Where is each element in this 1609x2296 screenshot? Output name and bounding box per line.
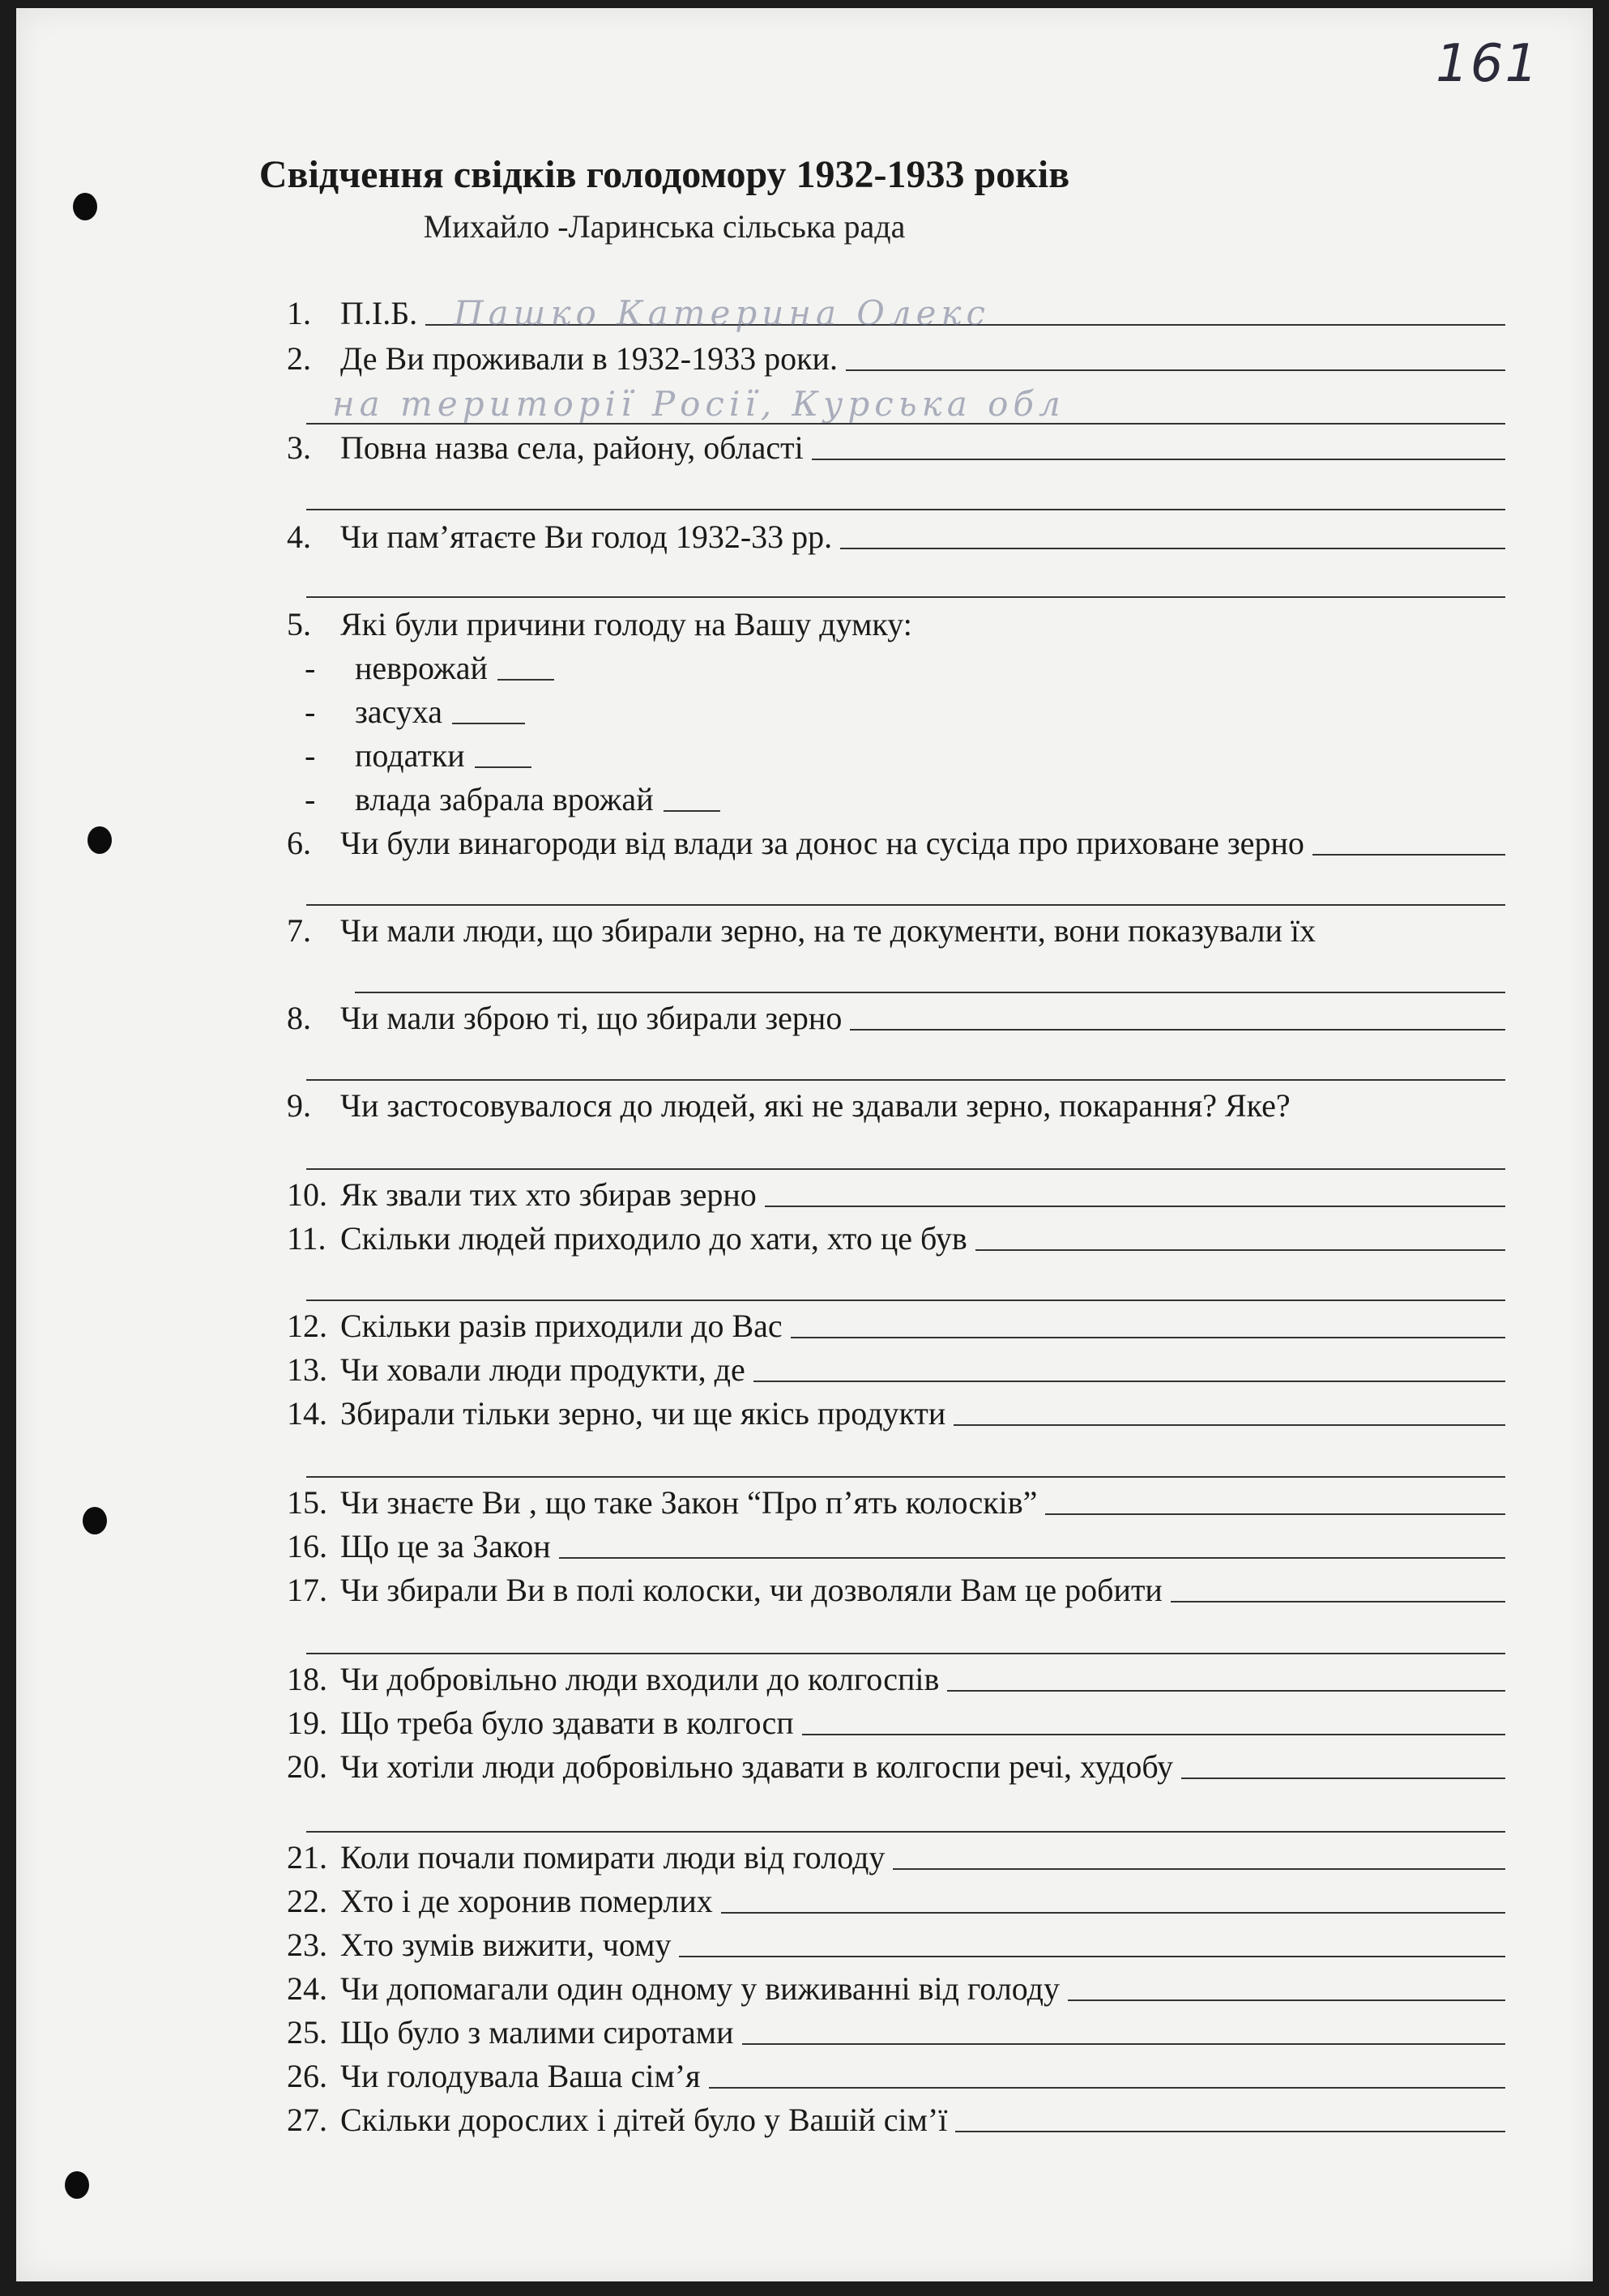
answer-line[interactable] bbox=[947, 1682, 1505, 1692]
question-text: Чи збирали Ви в полі колоски, чи дозволяли Вам це робити bbox=[340, 1572, 1163, 1608]
punch-hole bbox=[87, 826, 112, 854]
answer-line[interactable] bbox=[742, 2035, 1506, 2045]
answer-line[interactable] bbox=[721, 1904, 1505, 1914]
question-text: Чи мали люди, що збирали зерно, на те документи, вони показували їх bbox=[340, 912, 1317, 949]
punch-hole bbox=[83, 1507, 107, 1534]
answer-line[interactable] bbox=[753, 1372, 1505, 1382]
question-text: Що це за Закон bbox=[340, 1528, 551, 1564]
punch-hole bbox=[65, 2171, 89, 2199]
question-number: 5. bbox=[287, 606, 311, 642]
answer-line[interactable] bbox=[802, 1726, 1505, 1735]
question-text: Що було з малими сиротами bbox=[340, 2014, 734, 2051]
answer-line[interactable] bbox=[679, 1948, 1505, 1957]
question-number: 8. bbox=[287, 1000, 311, 1036]
question-number: 6. bbox=[287, 825, 311, 861]
question-number: 12. bbox=[287, 1308, 327, 1344]
question-text: Чи пам’ятаєте Ви голод 1932-33 рр. bbox=[340, 519, 833, 555]
question-text: Хто і де хоронив померлих bbox=[340, 1883, 713, 1919]
question-number: 18. bbox=[287, 1661, 327, 1697]
question-text: Як звали тих хто збирав зерно bbox=[340, 1176, 757, 1213]
page-number: 161 bbox=[1436, 34, 1540, 94]
answer-line[interactable] bbox=[1171, 1593, 1505, 1603]
question-text: Чи голодувала Ваша сім’я bbox=[340, 2058, 701, 2094]
answer-line[interactable] bbox=[846, 361, 1505, 371]
question-15 bbox=[287, 1478, 1505, 1521]
answer-line[interactable] bbox=[709, 2079, 1505, 2089]
answer-line[interactable] bbox=[497, 671, 554, 681]
question-number: 1. bbox=[287, 295, 311, 331]
question-text: Чи допомагали один одному у виживанні від голоду bbox=[340, 1970, 1061, 2007]
question-text: Коли почали помирати люди від голоду bbox=[340, 1839, 886, 1876]
answer-line[interactable] bbox=[812, 450, 1505, 460]
question-2 bbox=[287, 334, 1505, 378]
question-5 bbox=[287, 600, 1505, 643]
question-number: 26. bbox=[287, 2058, 327, 2094]
answer-line[interactable] bbox=[452, 715, 525, 724]
answer-line[interactable] bbox=[955, 2123, 1505, 2132]
question-25 bbox=[287, 2008, 1505, 2051]
question-22 bbox=[287, 1876, 1505, 1920]
question-text: Скільки разів приходили до Вас bbox=[340, 1308, 783, 1344]
question-text: Чи добровільно люди входили до колгоспів bbox=[340, 1661, 940, 1697]
question-number: 24. bbox=[287, 1970, 327, 2007]
question-16 bbox=[287, 1521, 1505, 1565]
question-4 bbox=[287, 512, 1505, 556]
question-11 bbox=[287, 1214, 1505, 1257]
question-20 bbox=[287, 1742, 1505, 1786]
question-8 bbox=[287, 993, 1505, 1037]
question-number: 7. bbox=[287, 912, 311, 949]
question-text: Чи мали зброю ті, що збирали зерно bbox=[340, 1000, 843, 1036]
cause-option: - неврожай bbox=[305, 643, 1523, 687]
question-19 bbox=[287, 1698, 1505, 1742]
question-number: 23. bbox=[287, 1927, 327, 1963]
answer-line[interactable] bbox=[954, 1416, 1505, 1426]
question-10 bbox=[287, 1170, 1505, 1214]
answer-line[interactable] bbox=[1068, 1991, 1505, 2001]
question-number: 19. bbox=[287, 1705, 327, 1741]
question-number: 11. bbox=[287, 1220, 326, 1257]
question-27 bbox=[287, 2095, 1505, 2139]
document-page bbox=[16, 8, 1593, 2281]
question-12 bbox=[287, 1301, 1505, 1345]
question-text: Чи були винагороди від влади за донос на сусіда про приховане зерно bbox=[340, 825, 1304, 861]
answer-line[interactable] bbox=[1312, 846, 1505, 856]
question-text: Що треба було здавати в колгосп bbox=[340, 1705, 794, 1741]
question-text: Чи хотіли люди добровільно здавати в колгоспи речі, худобу bbox=[340, 1748, 1174, 1785]
answer-line[interactable] bbox=[840, 540, 1505, 549]
answer-line[interactable] bbox=[975, 1241, 1505, 1251]
question-number: 25. bbox=[287, 2014, 327, 2051]
question-6 bbox=[287, 818, 1505, 862]
cause-label: податки bbox=[355, 737, 465, 774]
question-number: 13. bbox=[287, 1351, 327, 1388]
cause-label: засуха bbox=[355, 693, 443, 730]
answer-line[interactable] bbox=[791, 1329, 1505, 1338]
question-number: 27. bbox=[287, 2102, 327, 2138]
document-title: Свідчення свідків голодомору 1932-1933 років bbox=[258, 153, 1070, 196]
question-text: Збирали тільки зерно, чи ще якісь продукти bbox=[340, 1395, 946, 1432]
answer-line[interactable] bbox=[893, 1860, 1505, 1870]
handwritten-residence: на території Росії, Курська обл bbox=[332, 384, 1065, 424]
question-number: 15. bbox=[287, 1484, 327, 1521]
question-number: 22. bbox=[287, 1883, 327, 1919]
question-3 bbox=[287, 423, 1505, 467]
question-text: Де Ви проживали в 1932-1933 роки. bbox=[340, 340, 838, 377]
question-number: 21. bbox=[287, 1839, 327, 1876]
question-number: 14. bbox=[287, 1395, 327, 1432]
question-17 bbox=[287, 1565, 1505, 1609]
question-14 bbox=[287, 1389, 1505, 1432]
answer-line[interactable] bbox=[1045, 1505, 1505, 1515]
question-21 bbox=[287, 1833, 1505, 1876]
answer-line[interactable] bbox=[850, 1021, 1505, 1031]
question-text: Хто зумів вижити, чому bbox=[340, 1927, 672, 1963]
answer-line[interactable] bbox=[664, 802, 720, 812]
question-number: 20. bbox=[287, 1748, 327, 1785]
answer-line[interactable] bbox=[306, 596, 1505, 598]
cause-option: - засуха bbox=[305, 687, 1523, 731]
question-23 bbox=[287, 1920, 1505, 1964]
question-number: 3. bbox=[287, 429, 311, 466]
question-number: 4. bbox=[287, 519, 311, 555]
question-text: Скільки дорослих і дітей було у Вашій сім’ї bbox=[340, 2102, 948, 2138]
question-18 bbox=[287, 1654, 1505, 1698]
question-text: Які були причини голоду на Вашу думку: bbox=[340, 606, 912, 642]
question-24 bbox=[287, 1964, 1505, 2008]
answer-line[interactable] bbox=[559, 1549, 1505, 1559]
question-text: Чи застосовувалося до людей, які не здавали зерно, покарання? Яке? bbox=[340, 1087, 1291, 1124]
handwritten-name: Пашко Катерина Олекс bbox=[454, 293, 991, 333]
answer-line[interactable] bbox=[475, 758, 531, 768]
question-number: 10. bbox=[287, 1176, 327, 1213]
question-7 bbox=[287, 906, 1505, 950]
cause-label: влада забрала врожай bbox=[355, 781, 654, 817]
question-number: 16. bbox=[287, 1528, 327, 1564]
cause-option: - влада забрала врожай bbox=[305, 775, 1523, 818]
answer-line[interactable] bbox=[1181, 1769, 1505, 1779]
question-number: 17. bbox=[287, 1572, 327, 1608]
question-text: Скільки людей приходило до хати, хто це був bbox=[340, 1220, 967, 1257]
question-number: 2. bbox=[287, 340, 311, 377]
question-number: 9. bbox=[287, 1087, 311, 1124]
document-subtitle: Михайло -Ларинська сільська рада bbox=[423, 208, 906, 245]
question-9 bbox=[287, 1081, 1505, 1125]
question-text: Чи ховали люди продукти, де bbox=[340, 1351, 745, 1388]
answer-line[interactable] bbox=[306, 509, 1505, 510]
cause-label: неврожай bbox=[355, 650, 488, 686]
question-text: Чи знаєте Ви , що таке Закон “Про п’ять колосків” bbox=[340, 1484, 1038, 1521]
question-text: Повна назва села, району, області bbox=[340, 429, 804, 466]
cause-option: - податки bbox=[305, 731, 1523, 775]
question-13 bbox=[287, 1345, 1505, 1389]
question-text: П.І.Б. bbox=[340, 295, 418, 331]
question-26 bbox=[287, 2051, 1505, 2095]
answer-line[interactable] bbox=[765, 1197, 1505, 1207]
